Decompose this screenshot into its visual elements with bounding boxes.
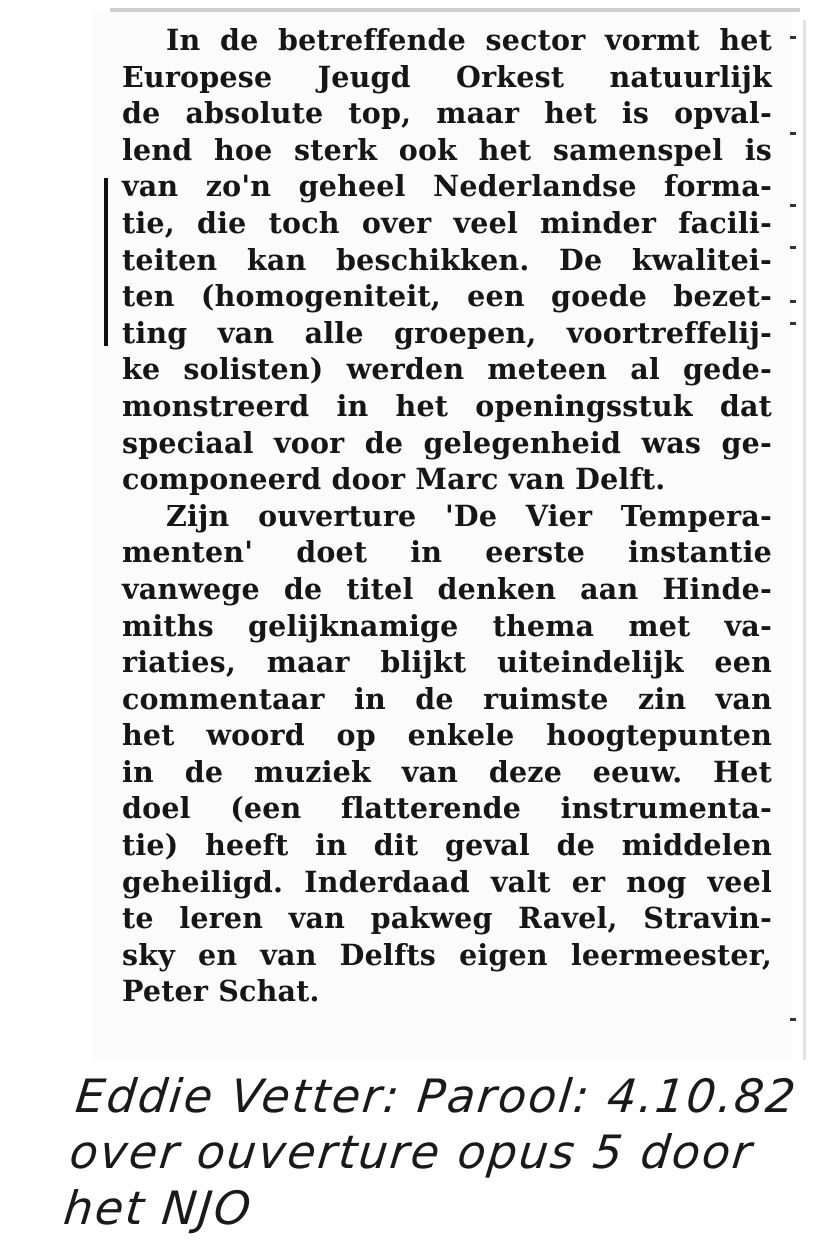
text-line: In de betreffende sector vormt het bbox=[166, 23, 772, 57]
text-line: Peter Schat. bbox=[122, 974, 320, 1009]
text-line: monstreerd in het openingsstuk dat bbox=[122, 388, 772, 423]
article-paragraph-1 bbox=[122, 22, 772, 498]
handwritten-line: over ouverture opus 5 door bbox=[67, 1125, 757, 1179]
text-line: componeerd door Marc van Delft. bbox=[122, 462, 666, 497]
edge-dash-mark bbox=[790, 300, 796, 303]
text-line: te leren van pakweg Ravel, Stravin- bbox=[122, 901, 772, 936]
edge-dash-mark bbox=[790, 204, 796, 207]
handwritten-line: Eddie Vetter: Parool: 4.10.82 bbox=[73, 1069, 800, 1123]
text-line: ke solisten) werden meteen al gede- bbox=[122, 352, 772, 387]
text-line: riaties, maar blijkt uiteindelijk een bbox=[122, 645, 772, 680]
text-line: ten (homogeniteit, een goede bezet- bbox=[122, 279, 772, 314]
text-line: Zijn ouverture 'De Vier Tempera- bbox=[166, 498, 772, 533]
handwritten-note bbox=[61, 1068, 799, 1236]
text-line: teiten kan beschikken. De kwalitei- bbox=[122, 242, 772, 277]
text-line: Europese Jeugd Orkest natuurlijk bbox=[122, 59, 772, 94]
edge-dash-mark bbox=[790, 36, 796, 39]
edge-dash-mark bbox=[790, 132, 796, 135]
text-line: het woord op enkele hoogtepunten bbox=[122, 718, 772, 753]
text-line: miths gelijknamige thema met va- bbox=[122, 608, 772, 643]
article-text bbox=[122, 22, 772, 1010]
edge-dash-mark bbox=[790, 1018, 796, 1021]
scan-right-edge bbox=[803, 20, 806, 1060]
text-line: sky en van Delfts eigen leermeester, bbox=[122, 937, 772, 972]
text-line: menten' doet in eerste instantie bbox=[122, 535, 772, 570]
edge-dash-mark bbox=[790, 322, 796, 325]
text-line: in de muziek van deze eeuw. Het bbox=[122, 754, 772, 789]
text-line: commentaar in de ruimste zin van bbox=[122, 681, 772, 716]
text-line: doel (een flatterende instrumenta- bbox=[122, 791, 772, 826]
handwritten-line: het NJO bbox=[61, 1181, 256, 1235]
article-paragraph-2 bbox=[122, 498, 772, 1010]
margin-mark bbox=[104, 178, 108, 346]
text-line: lend hoe sterk ook het samenspel is bbox=[122, 132, 772, 167]
text-line: ting van alle groepen, voortreffelij- bbox=[122, 315, 772, 350]
text-line: vanwege de titel denken aan Hinde- bbox=[122, 571, 772, 606]
text-line: speciaal voor de gelegenheid was ge- bbox=[122, 425, 772, 460]
text-line: van zo'n geheel Nederlandse forma- bbox=[122, 169, 772, 204]
text-line: geheiligd. Inderdaad valt er nog veel bbox=[122, 864, 772, 899]
text-line: tie) heeft in dit geval de middelen bbox=[122, 828, 772, 863]
text-line: de absolute top, maar het is opval- bbox=[122, 96, 772, 131]
text-line: tie, die toch over veel minder facili- bbox=[122, 205, 772, 240]
edge-dash-mark bbox=[790, 246, 796, 249]
